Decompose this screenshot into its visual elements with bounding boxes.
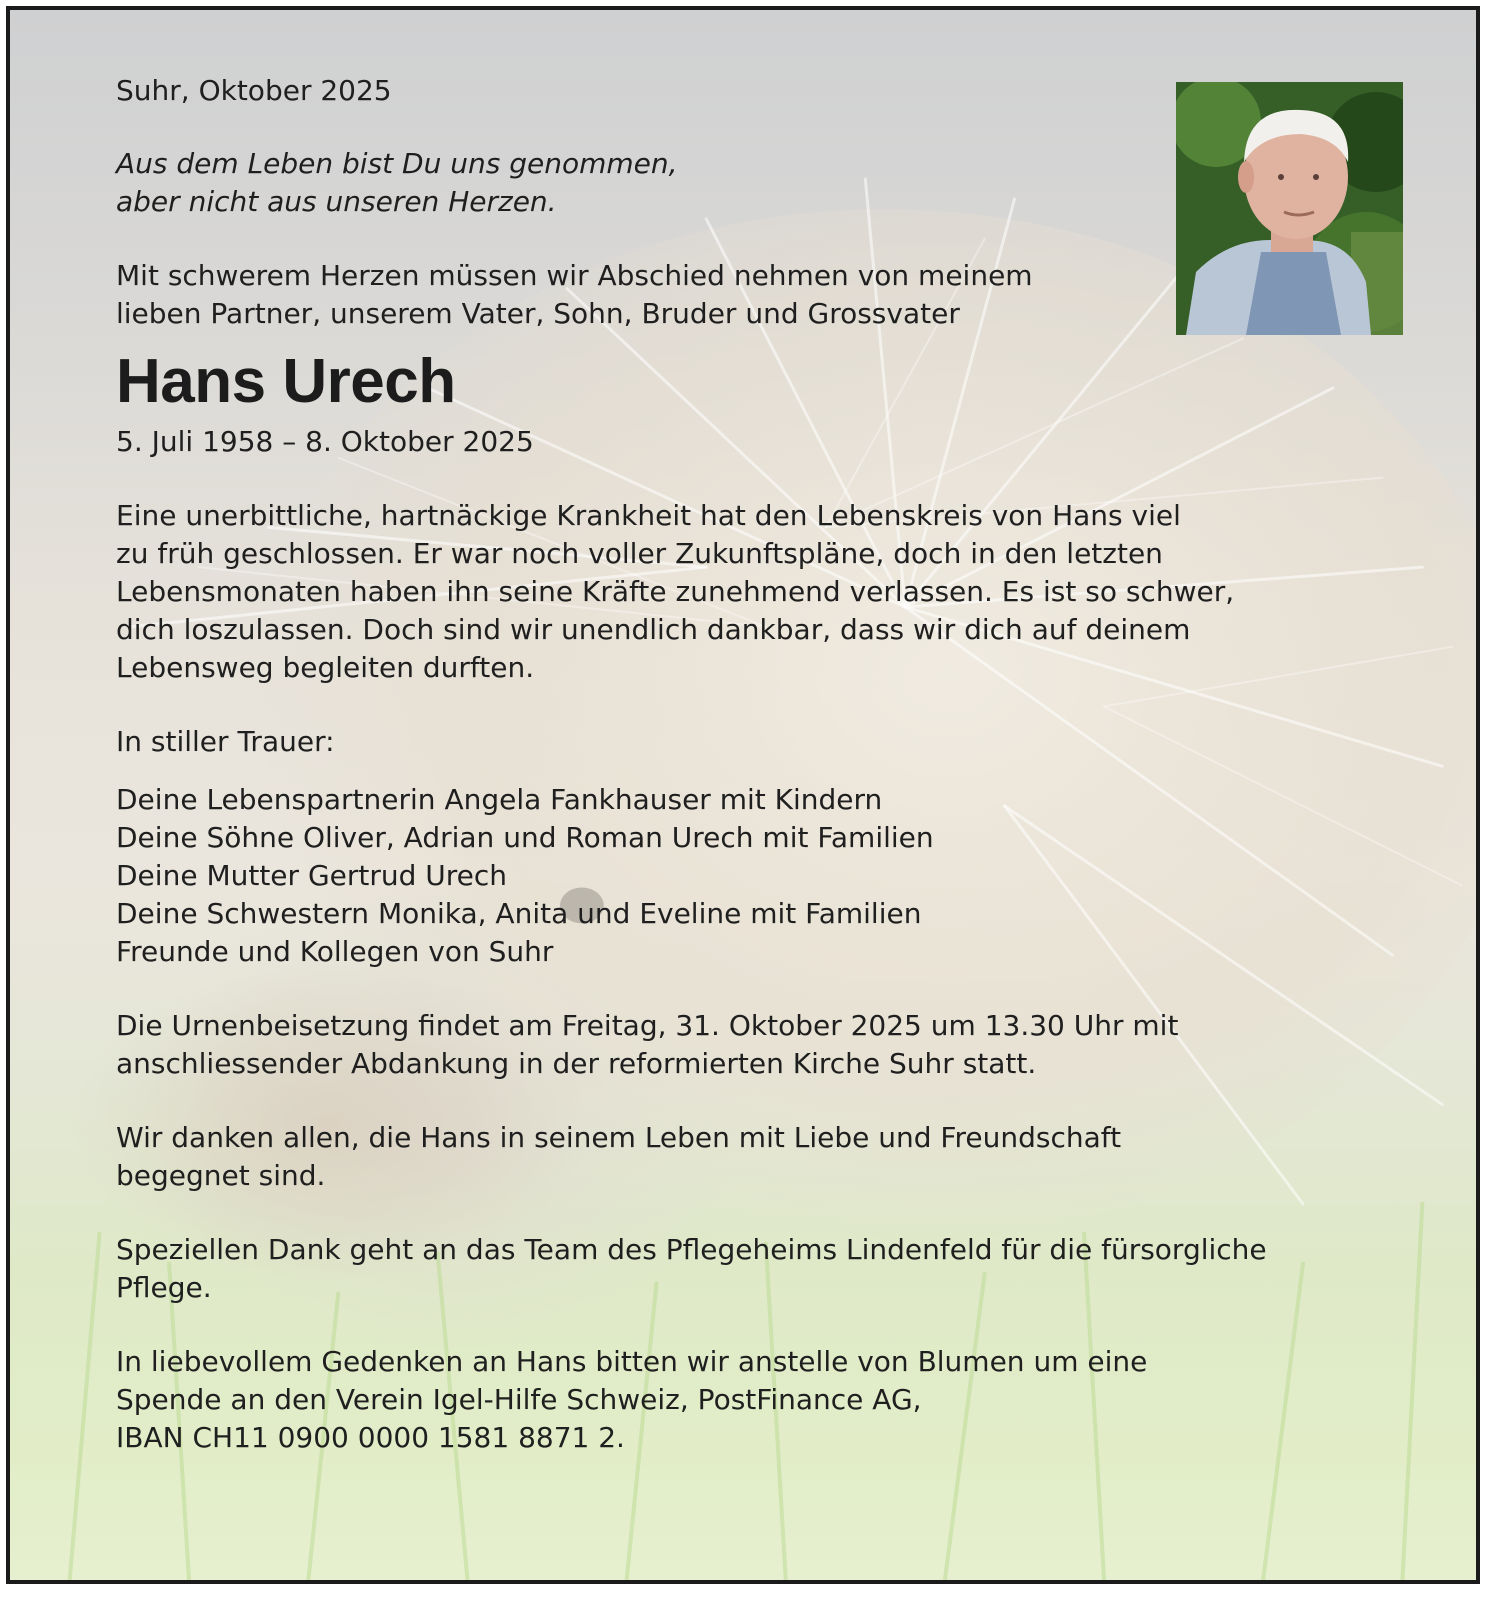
verse-line: aber nicht aus unseren Herzen. [116, 185, 557, 218]
mourner-item: Deine Söhne Oliver, Adrian und Roman Urech mit Familien [116, 821, 934, 854]
mourner-item: Deine Lebenspartnerin Angela Fankhauser mit Kindern [116, 783, 883, 816]
tribute-paragraph [116, 497, 1366, 687]
tribute-line: Eine unerbittliche, hartnäckige Krankheit hat den Lebenskreis von Hans viel [116, 499, 1181, 532]
mourners-list [116, 781, 1416, 971]
ceremony-paragraph [116, 1007, 1416, 1083]
intro-line: Mit schwerem Herzen müssen wir Abschied nehmen von meinem [116, 259, 1033, 292]
donation-line: Spende an den Verein Igel-Hilfe Schweiz, PostFinance AG, [116, 1383, 922, 1416]
donation-paragraph [116, 1343, 1416, 1457]
thanks-line: Wir danken allen, die Hans in seinem Leben mit Liebe und Freundschaft [116, 1121, 1122, 1154]
thanks-line: begegnet sind. [116, 1159, 326, 1192]
ceremony-line: anschliessender Abdankung in der reformierten Kirche Suhr statt. [116, 1047, 1037, 1080]
obituary-notice [6, 6, 1480, 1584]
donation-line: In liebevollem Gedenken an Hans bitten wir anstelle von Blumen um eine [116, 1345, 1148, 1378]
mourner-item: Deine Mutter Gertrud Urech [116, 859, 508, 892]
special-thanks-paragraph [116, 1231, 1416, 1307]
ceremony-line: Die Urnenbeisetzung findet am Freitag, 31. Oktober 2025 um 13.30 Uhr mit [116, 1009, 1179, 1042]
special-thanks-line: Pflege. [116, 1271, 212, 1304]
memorial-verse [116, 145, 1416, 221]
life-dates: 5. Juli 1958 – 8. Oktober 2025 [116, 425, 534, 458]
mourners-label: In stiller Trauer: [116, 725, 335, 758]
place-date: Suhr, Oktober 2025 [116, 74, 392, 107]
farewell-intro [116, 257, 1146, 333]
tribute-line: Lebensweg begleiten durften. [116, 651, 535, 684]
donation-iban: IBAN CH11 0900 0000 1581 8871 2. [116, 1421, 625, 1454]
special-thanks-line: Speziellen Dank geht an das Team des Pflegeheims Lindenfeld für die fürsorgliche [116, 1233, 1267, 1266]
mourner-item: Deine Schwestern Monika, Anita und Eveline mit Familien [116, 897, 922, 930]
verse-line: Aus dem Leben bist Du uns genommen, [116, 147, 678, 180]
intro-line: lieben Partner, unserem Vater, Sohn, Bruder und Grossvater [116, 297, 960, 330]
tribute-line: dich loszulassen. Doch sind wir unendlich dankbar, dass wir dich auf deinem [116, 613, 1191, 646]
tribute-line: zu früh geschlossen. Er war noch voller Zukunftspläne, doch in den letzten [116, 537, 1163, 570]
mourner-item: Freunde und Kollegen von Suhr [116, 935, 554, 968]
thanks-paragraph [116, 1119, 1416, 1195]
deceased-name: Hans Urech [116, 347, 456, 416]
tribute-line: Lebensmonaten haben ihn seine Kräfte zunehmend verlassen. Es ist so schwer, [116, 575, 1235, 608]
notice-content [116, 72, 1416, 1457]
